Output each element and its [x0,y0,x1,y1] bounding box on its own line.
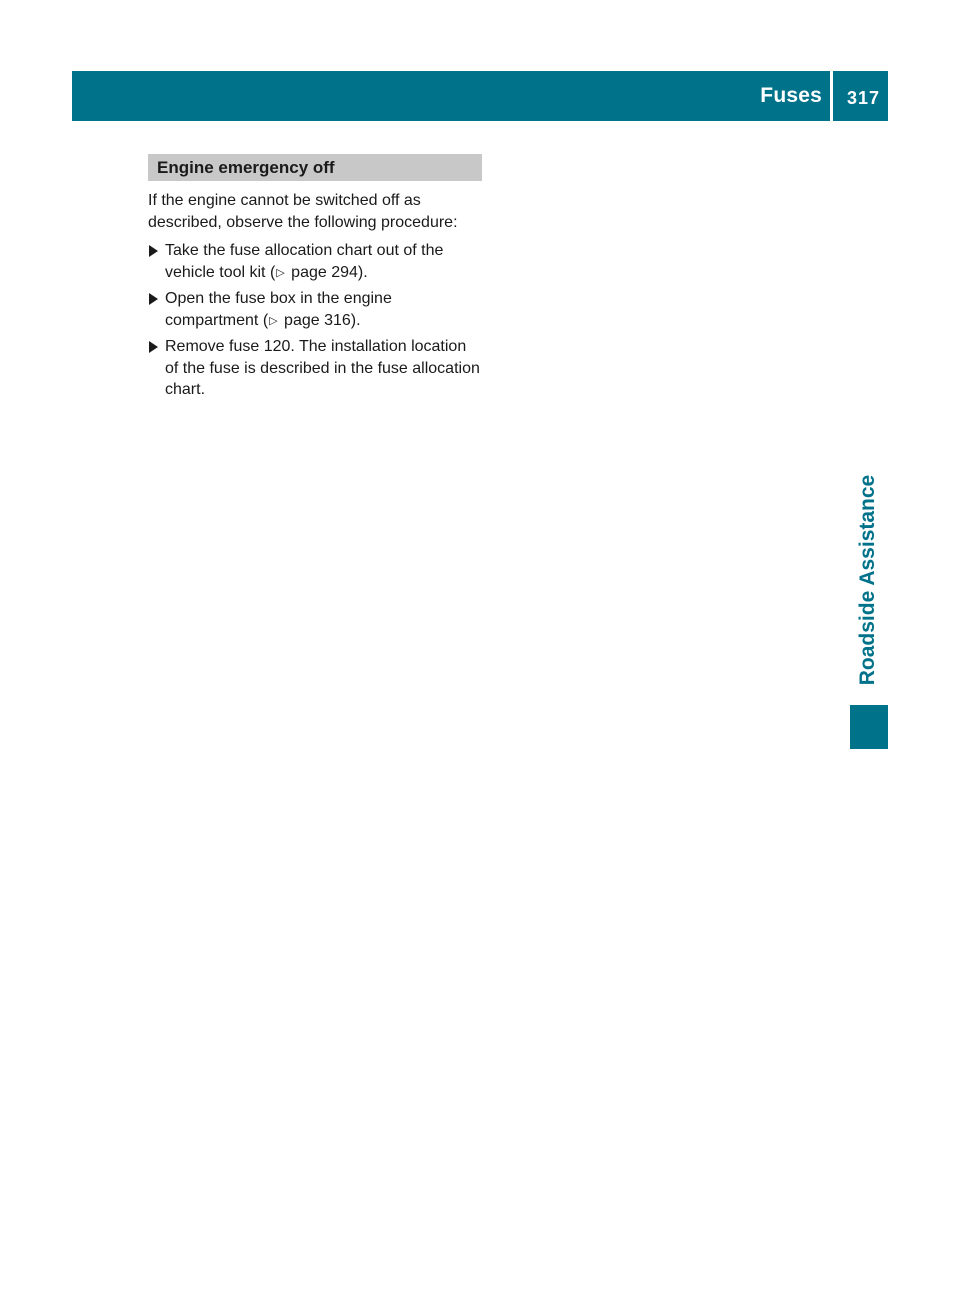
procedure-steps [148,240,482,401]
step-text-after: page 294). [286,263,368,281]
page-reference-arrow-icon: ▷ [269,314,278,327]
main-content [148,154,482,405]
section-heading: Engine emergency off [148,154,482,181]
intro-paragraph: If the engine cannot be switched off as described, observe the following procedure: [148,192,458,231]
triangle-right-icon [149,293,158,305]
step-text-before: Open the fuse box in the engine compartment ( [165,290,392,329]
step-text: Remove fuse 120. The installation location of the fuse is described in the fuse allocation chart. [165,338,480,398]
page-reference-arrow-icon: ▷ [276,266,285,279]
page-number: 317 [846,88,880,108]
step-text-after: page 316). [279,311,361,329]
header-bar [72,71,888,121]
triangle-right-icon [149,341,158,353]
step-text-before: Take the fuse allocation chart out of the vehicle tool kit ( [165,242,444,281]
triangle-right-icon [149,245,158,257]
side-tab-marker [850,705,888,749]
side-tab [848,462,888,698]
procedure-step-1 [148,240,482,284]
side-tab-label: Roadside Assistance [856,474,880,686]
procedure-step-2 [148,288,482,332]
header-divider [830,71,833,121]
procedure-step-3 [148,336,482,401]
section-title: Fuses [760,84,822,107]
